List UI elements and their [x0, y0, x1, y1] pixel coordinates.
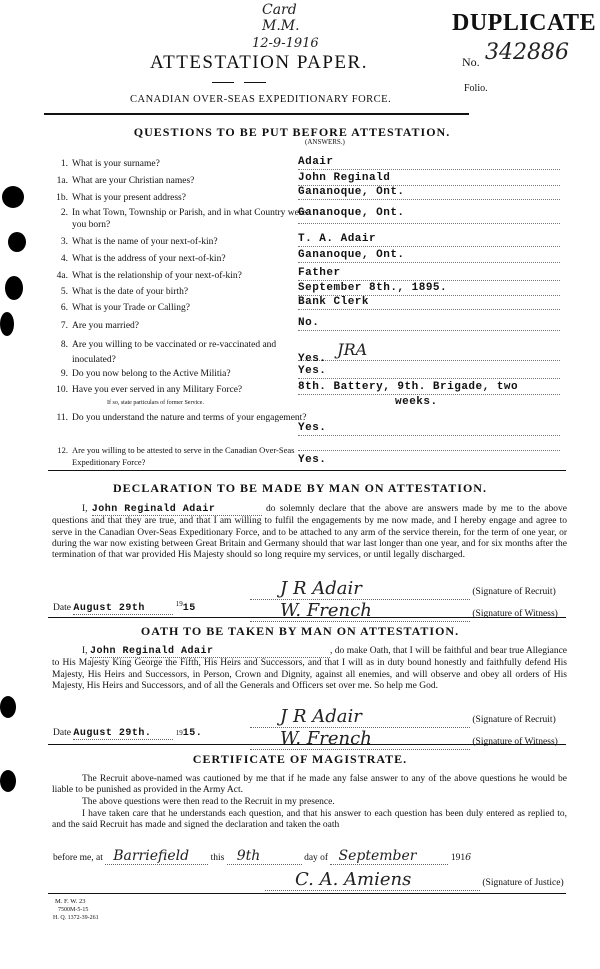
- question-5: 5. What is the date of your birth?: [60, 287, 189, 297]
- annotation-date: 12-9-1916: [252, 36, 319, 51]
- punch-hole: [5, 276, 23, 300]
- question-9: 9. Do you now belong to the Active Militia?: [60, 369, 231, 379]
- answer-surname: Adair: [298, 156, 560, 170]
- answer-christian-names: John Reginald: [298, 172, 560, 186]
- annotation-initials: M.M.: [262, 18, 300, 34]
- certificate-para-2: The above questions were then read to the Recruit in my presence.: [82, 797, 335, 807]
- answer-vaccinated-text: Yes.: [298, 353, 327, 365]
- page-title: ATTESTATION PAPER.: [150, 52, 368, 73]
- question-7: 7. Are you married?: [60, 321, 139, 331]
- oath-name: John Reginald Adair: [90, 646, 330, 658]
- question-2: 2. In what Town, Township or Parish, and in what Country were you born?: [60, 208, 307, 230]
- certificate-day: 9th: [227, 848, 302, 865]
- certificate-para-1: The Recruit above-named was cautioned by me that if he made any false answer to any of the above questions he would be liable to be punished as provided in the Army Act.: [52, 774, 567, 796]
- answers-label: (ANSWERS.): [305, 138, 345, 146]
- certificate-before-me-line: before me, at Barriefield this 9th day of September 1916: [53, 848, 472, 864]
- declaration-date: August 29th: [73, 603, 173, 615]
- folio-label: Folio.: [464, 83, 488, 94]
- regimental-number: 342886: [485, 40, 569, 65]
- number-label: No.: [462, 55, 480, 69]
- certificate-place: Barriefield: [105, 848, 208, 865]
- answer-military-service: 8th. Battery, 9th. Brigade, two: [298, 381, 560, 395]
- question-11: 11. Do you understand the nature and terms of your engagement?: [56, 413, 307, 423]
- form-code-2: 7500M-5-15: [58, 907, 89, 913]
- answer-next-of-kin: T. A. Adair: [298, 233, 560, 247]
- answer-vaccinated-initials: JRA: [337, 340, 368, 359]
- declaration-recruit-signature-line: J R Adair (Signature of Recruit): [250, 578, 556, 600]
- oath-recruit-signature-line: J R Adair (Signature of Recruit): [250, 706, 556, 728]
- declaration-witness-signature: W. French: [250, 600, 470, 622]
- oath-date: August 29th.: [73, 728, 173, 740]
- question-1b: 1b. What is your present address?: [56, 193, 186, 203]
- questions-heading: QUESTIONS TO BE PUT BEFORE ATTESTATION.: [133, 125, 451, 139]
- oath-date-line: Date August 29th. 1915.: [53, 728, 203, 739]
- certificate-month: September: [330, 848, 448, 865]
- question-12: 12. Are you willing to be attested to serve in the Canadian Over-Seas Expeditionary Force?: [57, 445, 295, 467]
- certificate-justice-signature: C. A. Amiens: [265, 869, 480, 891]
- punch-hole: [0, 696, 16, 718]
- punch-hole: [2, 186, 24, 208]
- answer-trade: Bank Clerk: [298, 296, 560, 310]
- question-1: 1. What is your surname?: [60, 159, 160, 169]
- duplicate-stamp: DUPLICATE: [452, 10, 597, 36]
- punch-hole: [0, 312, 14, 336]
- punch-hole: [8, 232, 26, 252]
- question-6: 6. What is your Trade or Calling?: [60, 303, 190, 313]
- form-code-3: H. Q. 1372-39-261: [53, 915, 99, 921]
- form-code-1: M. F. W. 23: [55, 898, 86, 905]
- question-10: 10. Have you ever served in any Military Force? If so, state particulars of former Service.: [56, 385, 243, 406]
- answer-active-militia: Yes.: [298, 365, 560, 379]
- oath-witness-signature: W. French: [250, 728, 470, 750]
- question-1a: 1a. What are your Christian names?: [56, 176, 195, 186]
- declaration-witness-signature-line: W. French (Signature of Witness): [250, 600, 558, 622]
- declaration-text: I, John Reginald Adair do solemnly declare that the above are answers made by me to the above questions and that they are true, and that I am willing to fulfil the engagements by me now made, and I hereby engage and agree to serve in the Canadian Over-Seas Expeditionary Force, and to be attached to any arm of the service therein, for the term of one year, or during the war now existing between Great Britain and Germany should that war last longer than one year, and for six months after the termination of that war provided His Majesty should so long require my services, or until legally discharged.: [52, 504, 568, 561]
- answer-relationship: Father: [298, 267, 560, 281]
- declaration-name: John Reginald Adair: [92, 504, 262, 516]
- answer-vaccinated: [298, 340, 560, 365]
- question-4a: 4a. What is the relationship of your next-of-kin?: [56, 271, 242, 281]
- declaration-recruit-signature: J R Adair: [250, 578, 470, 600]
- certificate-justice-signature-line: C. A. Amiens (Signature of Justice): [265, 869, 564, 891]
- answer-next-of-kin-address: Gananoque, Ont.: [298, 249, 560, 263]
- subtitle: CANADIAN OVER-SEAS EXPEDITIONARY FORCE.: [130, 94, 392, 105]
- certificate-heading: CERTIFICATE OF MAGISTRATE.: [192, 752, 408, 766]
- answer-understand-terms: Yes.: [298, 422, 560, 436]
- question-3: 3. What is the name of your next-of-kin?: [60, 237, 218, 247]
- answer-birthplace: Gananoque, Ont.: [298, 207, 560, 224]
- oath-witness-signature-line: W. French (Signature of Witness): [250, 728, 558, 750]
- declaration-heading: DECLARATION TO BE MADE BY MAN ON ATTESTATION.: [113, 481, 487, 495]
- annotation-card: Card: [262, 2, 297, 18]
- oath-heading: OATH TO BE TAKEN BY MAN ON ATTESTATION.: [140, 624, 460, 638]
- answer-present-address: Gananoque, Ont.: [298, 186, 560, 200]
- punch-hole: [0, 770, 16, 792]
- oath-recruit-signature: J R Adair: [250, 706, 470, 728]
- question-8: 8. Are you willing to be vaccinated or re-vaccinated and inoculated?: [60, 340, 277, 365]
- answer-birth-date: September 8th., 1895.: [298, 282, 560, 296]
- declaration-date-line: Date August 29th $^{19}$15: [53, 600, 196, 615]
- answer-married: No.: [298, 317, 560, 331]
- oath-text: I, John Reginald Adair , do make Oath, that I will be faithful and bear true Allegiance to His Majesty King George the Fifth, His Heirs and Successors, and that I will as in duty bound honestly and faithfully defend His Majesty, His Heirs and Successors, in Person, Crown and Dignity, against all enemies, and will observe and obey all orders of His Majesty, His Heirs and Successors, and of all the Generals and Officers set over me. So help me God.: [52, 646, 568, 691]
- question-4: 4. What is the address of your next-of-kin?: [60, 254, 226, 264]
- answer-military-service-cont: weeks.: [395, 396, 438, 408]
- certificate-para-3: I have taken care that he understands each question, and that his answer to each question has been duly entered as replied to, and the said Recruit has made and signed the declaration and taken the oath: [52, 809, 567, 831]
- answer-willing-attested: Yes.: [298, 454, 327, 466]
